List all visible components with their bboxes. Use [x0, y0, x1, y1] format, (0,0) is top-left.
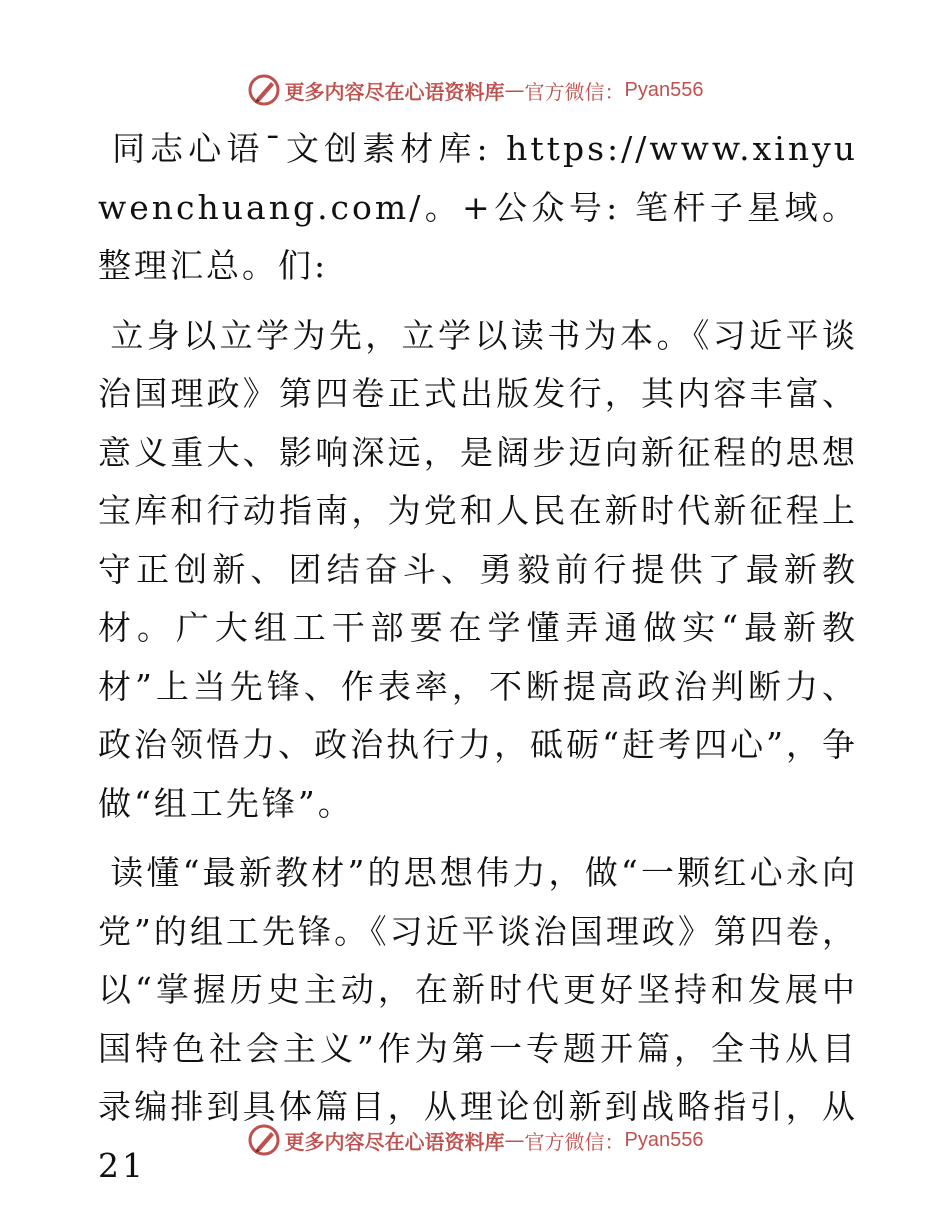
- watermark-dash: —: [504, 78, 525, 102]
- watermark-dash: —: [504, 1128, 525, 1152]
- header-watermark: [0, 72, 950, 108]
- watermark-wechat-id: Pyan556: [624, 1128, 704, 1151]
- footer-watermark: [0, 1122, 950, 1158]
- watermark-sub-text: 官方微信：: [524, 1129, 625, 1154]
- paragraph-1-text: 同志心语¯文创素材库: https://www.xinyuwenchuang.com/。+公众号: 笔杆子星域。整理汇总。们:: [98, 129, 858, 285]
- pen-logo-icon: [247, 73, 281, 107]
- document-body: [98, 120, 858, 1206]
- pen-logo-icon: [247, 1123, 281, 1157]
- watermark-main-text: 更多内容尽在心语资料库: [284, 79, 505, 104]
- paragraph-2-text: 立身以立学为先，立学以读书为本。《习近平谈治国理政》第四卷正式出版发行，其内容丰富、意义重大、影响深远，是阔步迈向新征程的思想宝库和行动指南，为党和人民在新时代新征程上守正创新、团结奋斗、勇毅前行提供了最新教材。广大组工干部要在学懂弄通做实“最新教材”上当先锋、作表率，不断提高政治判断力、政治领悟力、政治执行力，砥砺“赶考四心”，争做“组工先锋”。: [98, 315, 858, 823]
- paragraph-2: [98, 307, 858, 834]
- watermark-main-text: 更多内容尽在心语资料库: [284, 1129, 505, 1154]
- watermark-wechat-id: Pyan556: [624, 78, 704, 101]
- watermark-sub-text: 官方微信：: [524, 79, 625, 104]
- paragraph-1: [98, 120, 858, 296]
- paragraph-3-text: 读懂“最新教材”的思想伟力，做“一颗红心永向党”的组工先锋。《习近平谈治国理政》第四卷，以“掌握历史主动，在新时代更好坚持和发展中国特色社会主义”作为第一专题开篇，全书从目录编排到具体篇目，从理论创新到战略指引，从21: [98, 853, 858, 1185]
